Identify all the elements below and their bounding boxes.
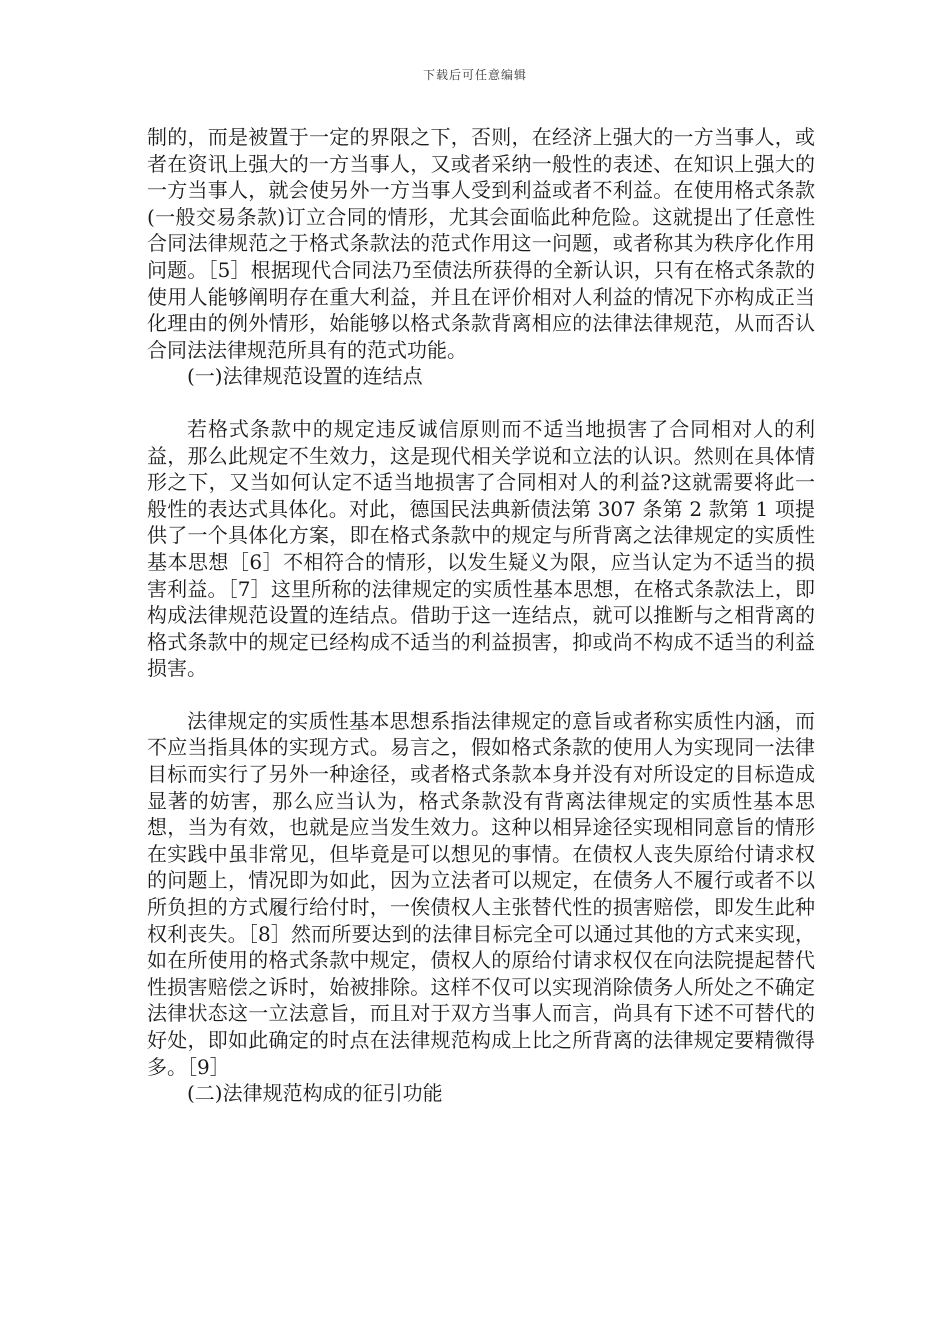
section-heading-2: (二)法律规范构成的征引功能: [187, 1081, 443, 1106]
paragraph-2: 若格式条款中的规定违反诚信原则而不适当地损害了合同相对人的利益，那么此规定不生效力，这是现代相关学说和立法的认识。然则在具体情形之下，又当如何认定不适当地损害了合同相对人的利益?这就需要将此一般性的表达式具体化。对此，德国民法典新债法第 307 条第 2 款第 1 项提供了一个具体化方案，即在格式条款中的规定与所背离之法律规定的实质性基本思想［6］不相符合的情形，以发生疑义为限，应当认定为不适当的损害利益。［7］这里所称的法律规定的实质性基本思想，在格式条款法上，即构成法律规范设置的连结点。借助于这一连结点，就可以推断与之相背离的格式条款中的规定已经构成不适当的利益损害，抑或尚不构成不适当的利益损害。: [147, 416, 815, 681]
paragraph-1: 制的，而是被置于一定的界限之下，否则，在经济上强大的一方当事人，或者在资讯上强大的一方当事人，又或者采纳一般性的表述、在知识上强大的一方当事人，就会使另外一方当事人受到利益或者不利益。在使用格式条款(一般交易条款)订立合同的情形，尤其会面临此种危险。这就提出了任意性合同法律规范之于格式条款法的范式作用这一问题，或者称其为秩序化作用问题。［5］根据现代合同法乃至债法所获得的全新认识，只有在格式条款的使用人能够阐明存在重大利益，并且在评价相对人利益的情况下亦构成正当化理由的例外情形，始能够以格式条款背离相应的法律法律规范，从而否认合同法法律规范所具有的范式功能。: [147, 125, 815, 362]
document-body: [147, 124, 815, 1107]
page-header: 下载后可任意编辑: [422, 68, 527, 82]
paragraph-3: 法律规定的实质性基本思想系指法律规定的意旨或者称实质性内涵，而不应当指具体的实现方式。易言之，假如格式条款的使用人为实现同一法律目标而实行了另外一种途径，或者格式条款本身并没有对所设定的目标造成显著的妨害，那么应当认为，格式条款没有背离法律规定的实质性基本思想，当为有效，也就是应当发生效力。这种以相异途径实现相同意旨的情形在实践中虽非常见，但毕竟是可以想见的事情。在债权人丧失原给付请求权的问题上，情况即为如此，因为立法者可以规定，在债务人不履行或者不以所负担的方式履行给付时，一俟债权人主张替代性的损害赔偿，即发生此种权利丧失。［8］然而所要达到的法律目标完全可以通过其他的方式来实现，如在所使用的格式条款中规定，债权人的原给付请求权仅在向法院提起替代性损害赔偿之诉时，始被排除。这样不仅可以实现消除债务人所处之不确定法律状态这一立法意旨，而且对于双方当事人而言，尚具有下述不可替代的好处，即如此确定的时点在法律规范构成上比之所背离的法律规定要精微得多。［9］: [147, 708, 815, 1079]
section-heading-1: (一)法律规范设置的连结点: [187, 364, 423, 389]
